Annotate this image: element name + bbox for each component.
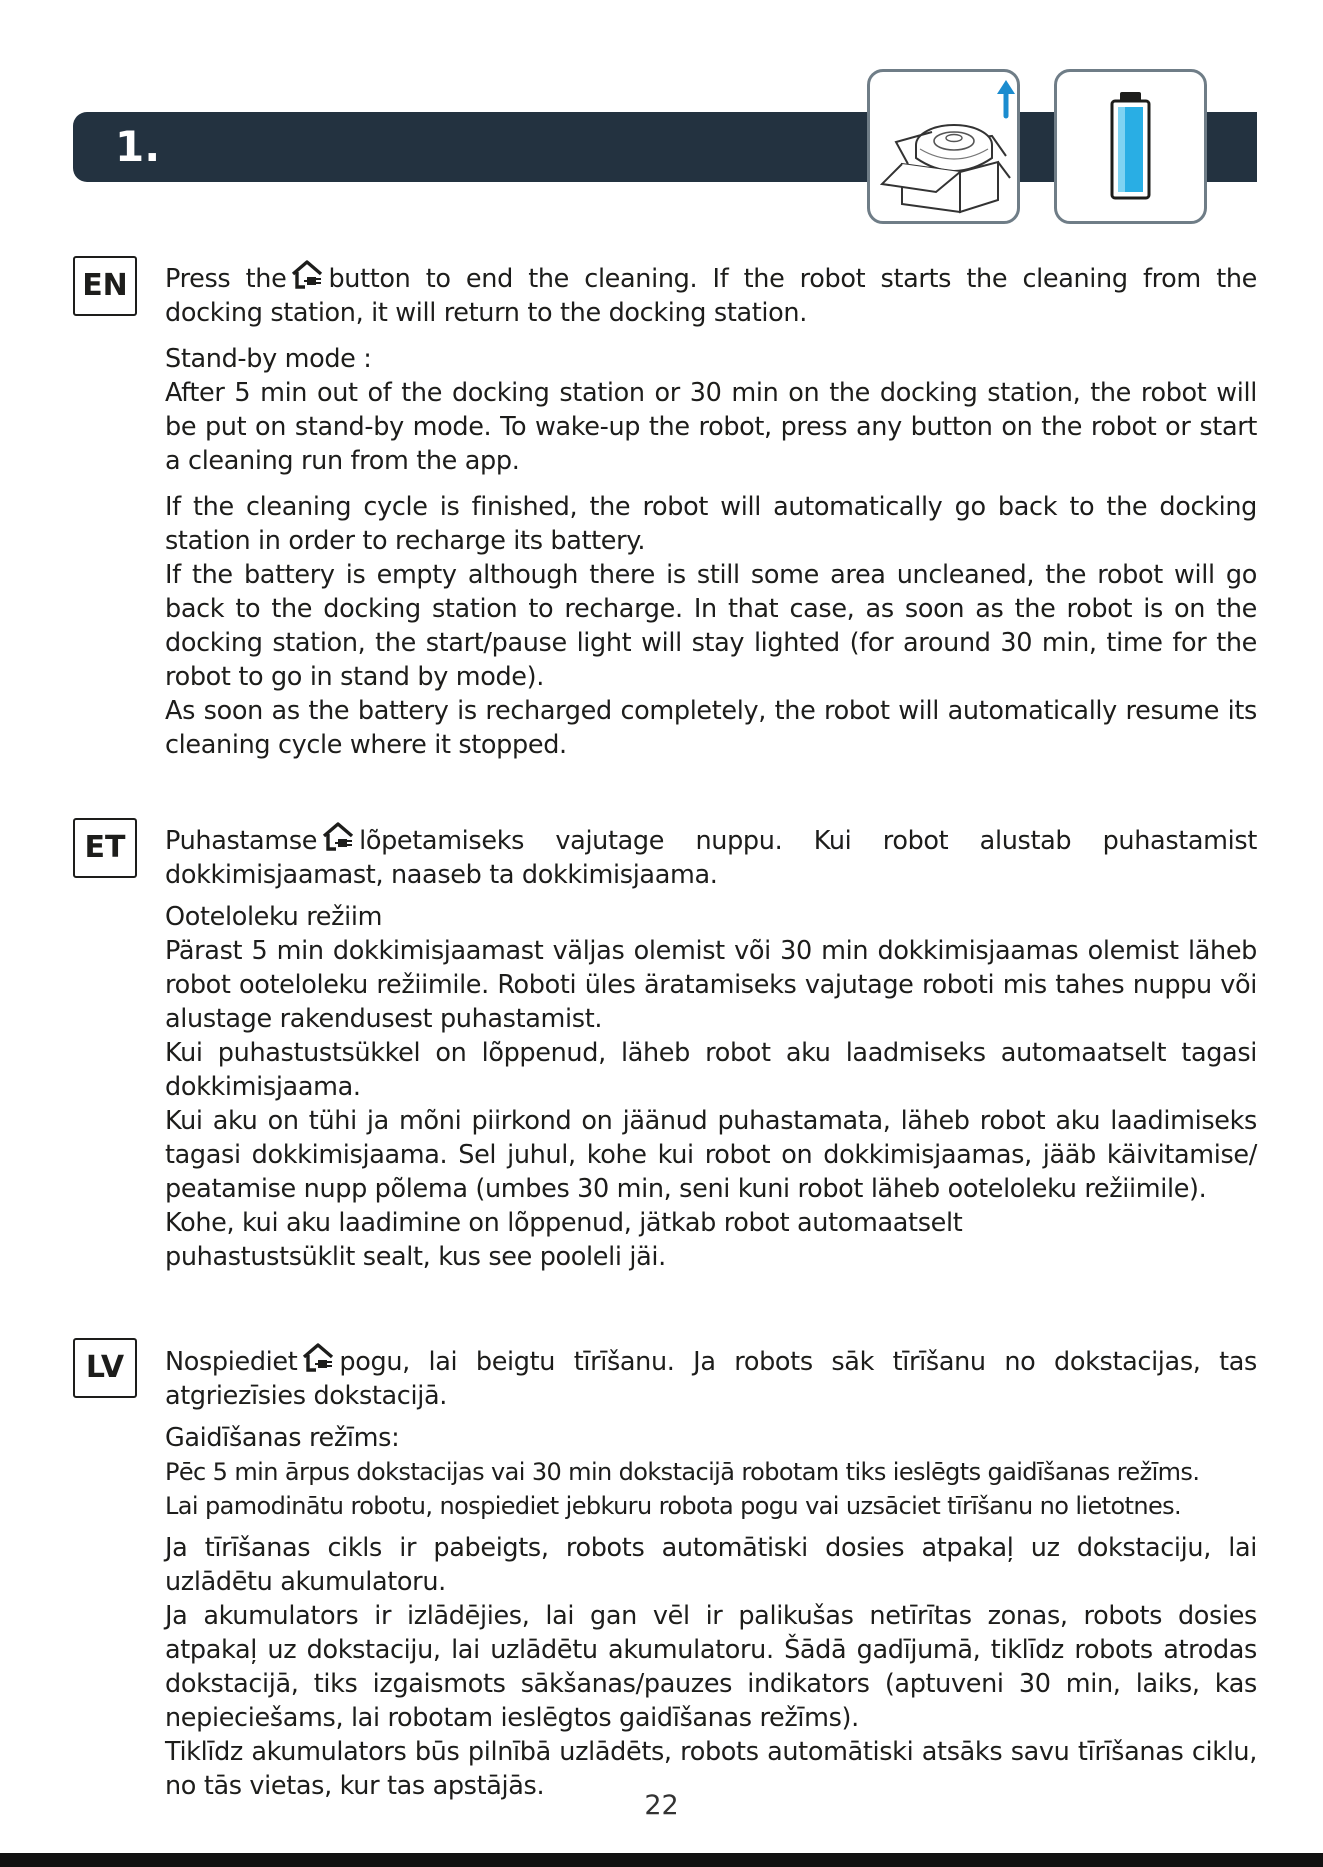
lv-paragraph-1: Ja tīrīšanas cikls ir pabeigts, robots automātiski dosies atpakaļ uz dokstaciju, lai uzlādētu akumulatoru. bbox=[165, 1533, 1257, 1597]
en-standby-title: Stand-by mode : bbox=[165, 344, 372, 374]
et-paragraph-3b: puhastustsüklit sealt, kus see pooleli jäi. bbox=[165, 1242, 666, 1272]
robot-unbox-icon bbox=[867, 69, 1020, 224]
language-badge-en: EN bbox=[73, 256, 137, 316]
home-dock-button-icon bbox=[301, 1343, 335, 1373]
battery-full-icon bbox=[1054, 69, 1207, 224]
et-paragraph-2: Kui aku on tühi ja mõni piirkond on jäänud puhastamata, läheb robot aku laadimiseks tagasi dokkimisjaama. Sel juhul, kohe kui robot on dokkimisjaamas, jääb käivitamise/ peatamise nupp põlema (umbes 30 min, seni kuni robot läheb ooteloleku režiimile). bbox=[165, 1106, 1257, 1204]
section-en bbox=[165, 260, 1257, 762]
lv-intro bbox=[165, 1343, 1257, 1413]
section-et bbox=[165, 822, 1257, 1274]
step-number: 1. bbox=[115, 122, 161, 171]
section-lv bbox=[165, 1343, 1257, 1803]
lv-intro-before: Nospiediet bbox=[165, 1347, 298, 1377]
en-paragraph-2: If the battery is empty although there is still some area uncleaned, the robot will go back to the docking station to recharge. In that case, as soon as the robot is on the docking station, the start/pause light will stay lighted (for around 30 min, time for the robot to go in stand by mode). bbox=[165, 560, 1257, 692]
en-intro-after: button to end the cleaning. If the robot starts the cleaning from the docking station, it will return to the docking station. bbox=[165, 264, 1257, 328]
en-standby-text: After 5 min out of the docking station or 30 min on the docking station, the robot will be put on stand-by mode. To wake-up the robot, press any button on the robot or start a cleaning run from the app. bbox=[165, 378, 1257, 476]
page-number: 22 bbox=[644, 1790, 679, 1821]
et-paragraph-3a: Kohe, kui aku laadimine on lõppenud, jätkab robot automaatselt bbox=[165, 1208, 963, 1238]
et-standby-title: Ooteloleku režiim bbox=[165, 902, 383, 932]
lv-standby-text-1: Pēc 5 min ārpus dokstacijas vai 30 min dokstacijā robotam tiks ieslēgts gaidīšanas režīms. bbox=[165, 1458, 1200, 1486]
bottom-rule bbox=[0, 1853, 1323, 1867]
en-intro bbox=[165, 260, 1257, 330]
lv-standby-title: Gaidīšanas režīms: bbox=[165, 1423, 400, 1453]
lv-standby-text-2: Lai pamodinātu robotu, nospiediet jebkuru robota pogu vai uzsāciet tīrīšanu no lietotnes. bbox=[165, 1492, 1182, 1520]
et-intro bbox=[165, 822, 1257, 892]
language-badge-et: ET bbox=[73, 818, 137, 878]
et-intro-before: Puhastamse bbox=[165, 826, 318, 856]
en-paragraph-3: As soon as the battery is recharged completely, the robot will automatically resume its cleaning cycle where it stopped. bbox=[165, 696, 1257, 760]
en-intro-before: Press the bbox=[165, 264, 287, 294]
home-dock-button-icon bbox=[290, 260, 324, 290]
en-paragraph-1: If the cleaning cycle is finished, the robot will automatically go back to the docking station in order to recharge its battery. bbox=[165, 492, 1257, 556]
et-intro-after: lõpetamiseks vajutage nuppu. Kui robot alustab puhastamist dokkimisjaamast, naaseb ta dokkimisjaama. bbox=[165, 826, 1257, 890]
lv-intro-after: pogu, lai beigtu tīrīšanu. Ja robots sāk tīrīšanu no dokstacijas, tas atgriezīsies dokstacijā. bbox=[165, 1347, 1257, 1411]
language-badge-lv: LV bbox=[73, 1338, 137, 1398]
lv-paragraph-3: Tiklīdz akumulators būs pilnībā uzlādēts, robots automātiski atsāks savu tīrīšanas ciklu, no tās vietas, kur tas apstājās. bbox=[165, 1737, 1257, 1801]
et-paragraph-1: Kui puhastustsükkel on lõppenud, läheb robot aku laadmiseks automaatselt tagasi dokkimisjaama. bbox=[165, 1038, 1257, 1102]
lv-paragraph-2: Ja akumulators ir izlādējies, lai gan vēl ir palikušas netīrītas zonas, robots dosies atpakaļ uz dokstaciju, lai uzlādētu akumulatoru. Šādā gadījumā, tiklīdz robots atrodas dokstacijā, tiks izgaismots sākšanas/pauzes indikators (aptuveni 30 min, laiks, kas nepieciešams, lai robotam ieslēgtos gaidīšanas režīms). bbox=[165, 1601, 1257, 1733]
et-standby-text: Pärast 5 min dokkimisjaamast väljas olemist või 30 min dokkimisjaamas olemist läheb robot ooteloleku režiimile. Roboti üles äratamiseks vajutage roboti mis tahes nuppu või alustage rakendusest puhastamist. bbox=[165, 936, 1257, 1034]
home-dock-button-icon bbox=[321, 822, 355, 852]
